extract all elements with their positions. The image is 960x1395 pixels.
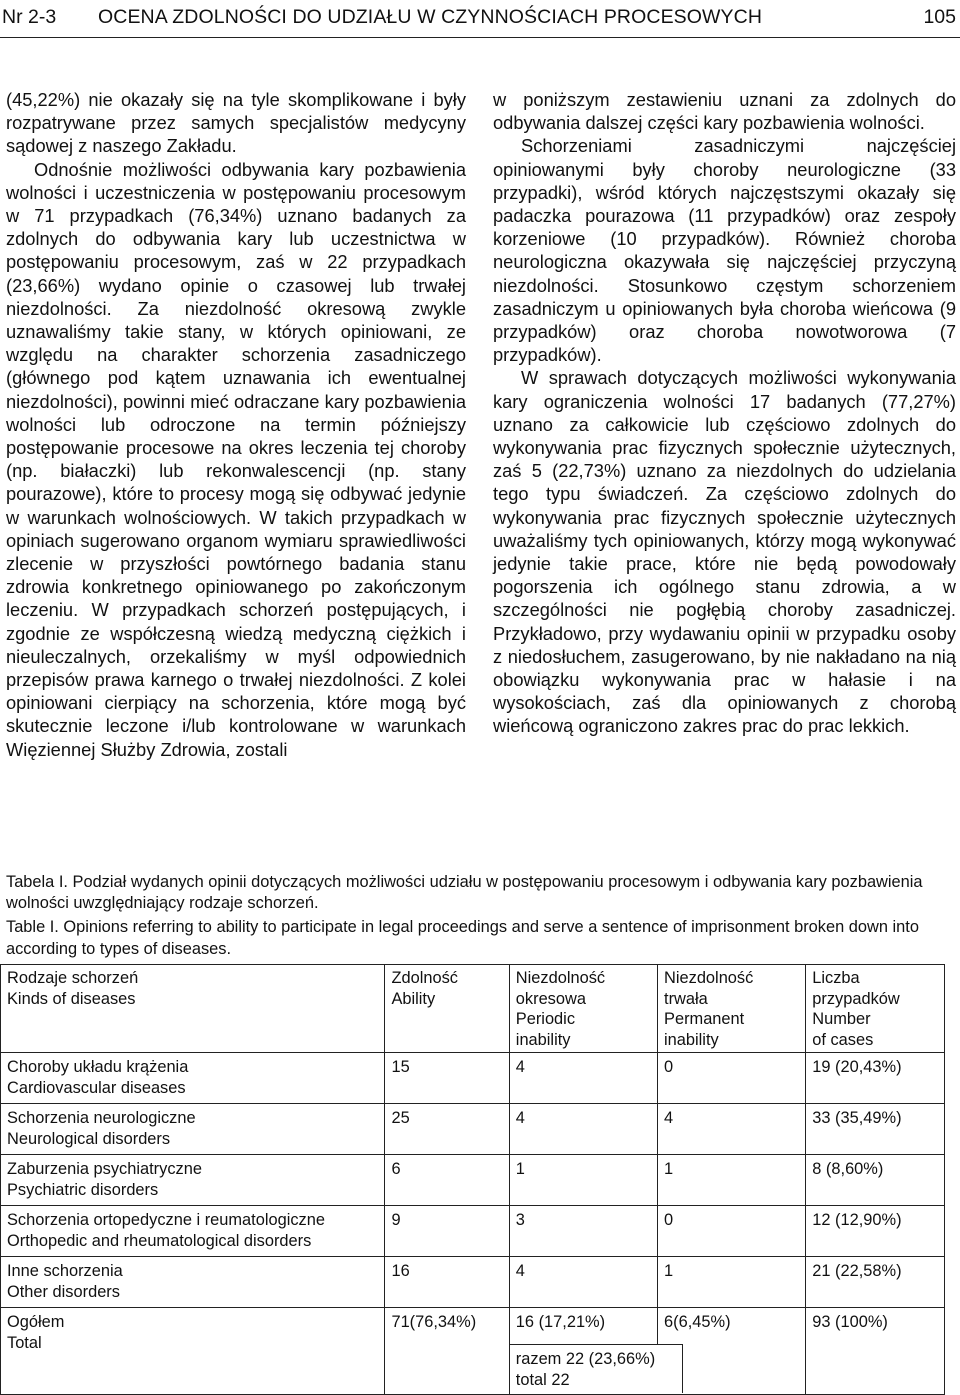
running-title: OCENA ZDOLNOŚCI DO UDZIAŁU W CZYNNOŚCIACH PROCESOWYCH: [98, 6, 763, 28]
disease-name-en: Other disorders: [7, 1282, 120, 1301]
disease-name-pl: Inne schorzenia: [7, 1262, 123, 1280]
header-line: Ability: [391, 989, 436, 1008]
total-ability-cell: 71(76,34%): [385, 1308, 509, 1395]
permanent-cell: 1: [658, 1257, 806, 1308]
text-column-right: [493, 88, 956, 738]
header-line: inability: [664, 1030, 719, 1049]
permanent-cell: 0: [658, 1053, 806, 1104]
header-line: of cases: [812, 1030, 874, 1049]
header-line: Liczba: [812, 969, 860, 987]
paragraph: Schorzeniami zasadniczymi najczęściej opiniowanymi były choroby neurologiczne (33 przypadki), wśród których najczęstszymi okazały się padaczka pourazowa (11 przypadków) oraz zespoły korzeniowe (10 przypadków). Również choroba neurologiczna okazywała się najczęściej przyczyną niezdolności. Stosunkowo częstym schorzeniem zasadniczym u opiniowanych była choroba wieńcowa (9 przypadków) oraz choroba nowotworowa (7 przypadków).: [493, 135, 956, 366]
permanent-cell: 0: [658, 1206, 806, 1257]
header-line: inability: [515, 1030, 571, 1049]
cases-cell: 19 (20,43%): [806, 1053, 945, 1104]
header-permanent-inability: [658, 965, 806, 1053]
periodic-cell: 1: [509, 1155, 657, 1206]
cases-cell: 33 (35,49%): [806, 1104, 945, 1155]
header-line: okresowa: [515, 989, 586, 1008]
header-line: Permanent: [664, 1010, 745, 1028]
subtotal-inability-cell: [509, 1344, 805, 1395]
disease-name-pl: Choroby układu krążenia: [7, 1058, 189, 1076]
disease-name-pl: Schorzenia ortopedyczne i reumatologiczne: [7, 1211, 325, 1229]
ability-cell: 25: [385, 1104, 509, 1155]
cases-cell: 12 (12,90%): [806, 1206, 945, 1257]
header-line: Number: [812, 1010, 871, 1028]
header-line: Niezdolność: [664, 969, 754, 987]
cases-cell: 8 (8,60%): [806, 1155, 945, 1206]
paragraph: w poniższym zestawieniu uznani za zdolnych do odbywania dalszej części kary pozbawienia wolności.: [493, 89, 956, 134]
periodic-cell: 4: [509, 1257, 657, 1308]
table-row: [1, 1104, 945, 1155]
table-caption: [6, 872, 958, 963]
header-ability: [385, 965, 509, 1053]
subtotal-line-en: total 22: [515, 1370, 570, 1389]
header-line: Rodzaje schorzeń: [7, 969, 139, 987]
header-rule: [0, 37, 960, 38]
table-row: [1, 1053, 945, 1104]
permanent-cell: 1: [658, 1155, 806, 1206]
header-line: przypadków: [812, 989, 900, 1008]
issue-number: Nr 2-3: [2, 6, 57, 28]
header-periodic-inability: [509, 965, 657, 1053]
header-line: Zdolność: [391, 969, 458, 987]
header-line: Kinds of diseases: [7, 989, 136, 1008]
paragraph: W sprawach dotyczących możliwości wykonywania kary ograniczenia wolności 17 badanych (77,27%) uznano za całkowicie lub częściowo zdolnych do wykonywania prac fizycznych społecznie użytecznych, zaś 5 (22,73%) uznano za niezdolnych do udzielania tego typu świadczeń. Za częściowo zdolnych do wykonywania prac fizycznych społecznie użytecznych uważaliśmy tych opiniowanych, którzy mogą wykonywać jedynie takie prace, które nie będą powodowały pogorszenia ich ogólnego stanu zdrowia, a w szczególności nie pogłębią choroby zasadniczej. Przykładowo, przy wydawaniu opinii w przypadku osoby z niedosłuchem, zasugerowano, by nie nakładano na nią obowiązku wykonywania prac w hałasie i na wysokościach, zaś dla opiniowanych z chorobą wieńcową ograniczono zakres prac do prac lekkich.: [493, 367, 956, 737]
disease-cell: [1, 1155, 385, 1206]
total-cases-cell: 93 (100%): [806, 1308, 945, 1395]
subtotal-box: [510, 1344, 683, 1393]
header-number-of-cases: [806, 965, 945, 1053]
text-column-left: [6, 88, 466, 761]
periodic-cell: 3: [509, 1206, 657, 1257]
caption-polish: Tabela I. Podział wydanych opinii dotyczących możliwości udziału w postępowaniu procesowym i odbywania kary pozbawienia wolności uwzględniający rodzaje schorzeń.: [6, 873, 923, 913]
paragraph: Odnośnie możliwości odbywania kary pozbawienia wolności i uczestniczenia w postępowaniu procesowym w 71 przypadkach (76,34%) uznano badanych za zdolnych do odbywania kary lub uczestnictwa w postępowaniu procesowym, zaś w 22 przypadkach (23,66%) wydano opinie o czasowej lub trwałej niezdolności. Za niezdolność okresową zwykle uznawaliśmy takie stany, w których opiniowani, ze względu na charakter schorzenia zasadniczego (głównego pod kątem uznawania ich ewentualnej niezdolności), powinni mieć odraczane kary pozbawienia wolności lub odroczone na termin późniejszy postępowanie procesowe na okres leczenia tej choroby (np. białaczki) lub rekonwalescencji (np. stany pourazowe), które to procesy mogą się odbywać jedynie w warunkach wolnościowych. W takich przypadkach w opiniach sugerowano organom wymiaru sprawiedliwości zlecenie w przyszłości powtórnego badania stanu zdrowia konkretnego opiniowanego po zakończonym leczeniu. W przypadkach schorzeń postępujących, i zgodnie ze współczesną wiedzą medyczną ciężkich i nieuleczalnych, orzekaliśmy w myśl odpowiednich przepisów prawa karnego o trwałej niezdolności. Z kolei opiniowani cierpiący na schorzenia, które mogą być skutecznie leczone i/lub kontrolowane w warunkach Więziennej Służby Zdrowia, zostali: [6, 158, 466, 760]
ability-cell: 16: [385, 1257, 509, 1308]
subtotal-line-pl: razem 22 (23,66%): [515, 1350, 656, 1368]
table-row: [1, 1206, 945, 1257]
page-header: [0, 0, 960, 38]
disease-cell: [1, 1104, 385, 1155]
disease-name-en: Neurological disorders: [7, 1129, 171, 1148]
disease-name-pl: Schorzenia neurologiczne: [7, 1109, 196, 1127]
disease-name-pl: Zaburzenia psychiatryczne: [7, 1160, 202, 1178]
periodic-cell: 4: [509, 1053, 657, 1104]
disease-name-en: Cardiovascular diseases: [7, 1078, 186, 1097]
table-header-row: [1, 965, 945, 1053]
total-label-pl: Ogółem: [7, 1313, 65, 1331]
ability-cell: 9: [385, 1206, 509, 1257]
diseases-table: [0, 964, 945, 1395]
ability-cell: 15: [385, 1053, 509, 1104]
disease-cell: [1, 1206, 385, 1257]
disease-name-en: Psychiatric disorders: [7, 1180, 159, 1199]
header-line: trwała: [664, 989, 708, 1008]
total-label-en: Total: [7, 1333, 42, 1352]
table-row: [1, 1257, 945, 1308]
total-label-cell: [1, 1308, 385, 1395]
disease-name-en: Orthopedic and rheumatological disorders: [7, 1231, 312, 1250]
periodic-cell: 4: [509, 1104, 657, 1155]
disease-cell: [1, 1053, 385, 1104]
permanent-cell: 4: [658, 1104, 806, 1155]
disease-cell: [1, 1257, 385, 1308]
total-periodic-cell: 16 (17,21%): [509, 1308, 657, 1345]
header-line: Periodic: [515, 1010, 576, 1028]
ability-cell: 6: [385, 1155, 509, 1206]
header-kinds-of-diseases: [1, 965, 385, 1053]
page-number: 105: [923, 6, 956, 28]
cases-cell: 21 (22,58%): [806, 1257, 945, 1308]
total-permanent-cell: 6(6,45%): [658, 1308, 806, 1345]
paragraph: (45,22%) nie okazały się na tyle skomplikowane i były rozpatrywane przez samych specjalistów medycyny sądowej z naszego Zakładu.: [6, 89, 466, 157]
header-line: Niezdolność: [515, 969, 606, 987]
table-total-row: [1, 1308, 945, 1345]
table-row: [1, 1155, 945, 1206]
caption-english: Table I. Opinions referring to ability to participate in legal proceedings and serve a sentence of imprisonment broken down into according to types of diseases.: [6, 918, 919, 958]
